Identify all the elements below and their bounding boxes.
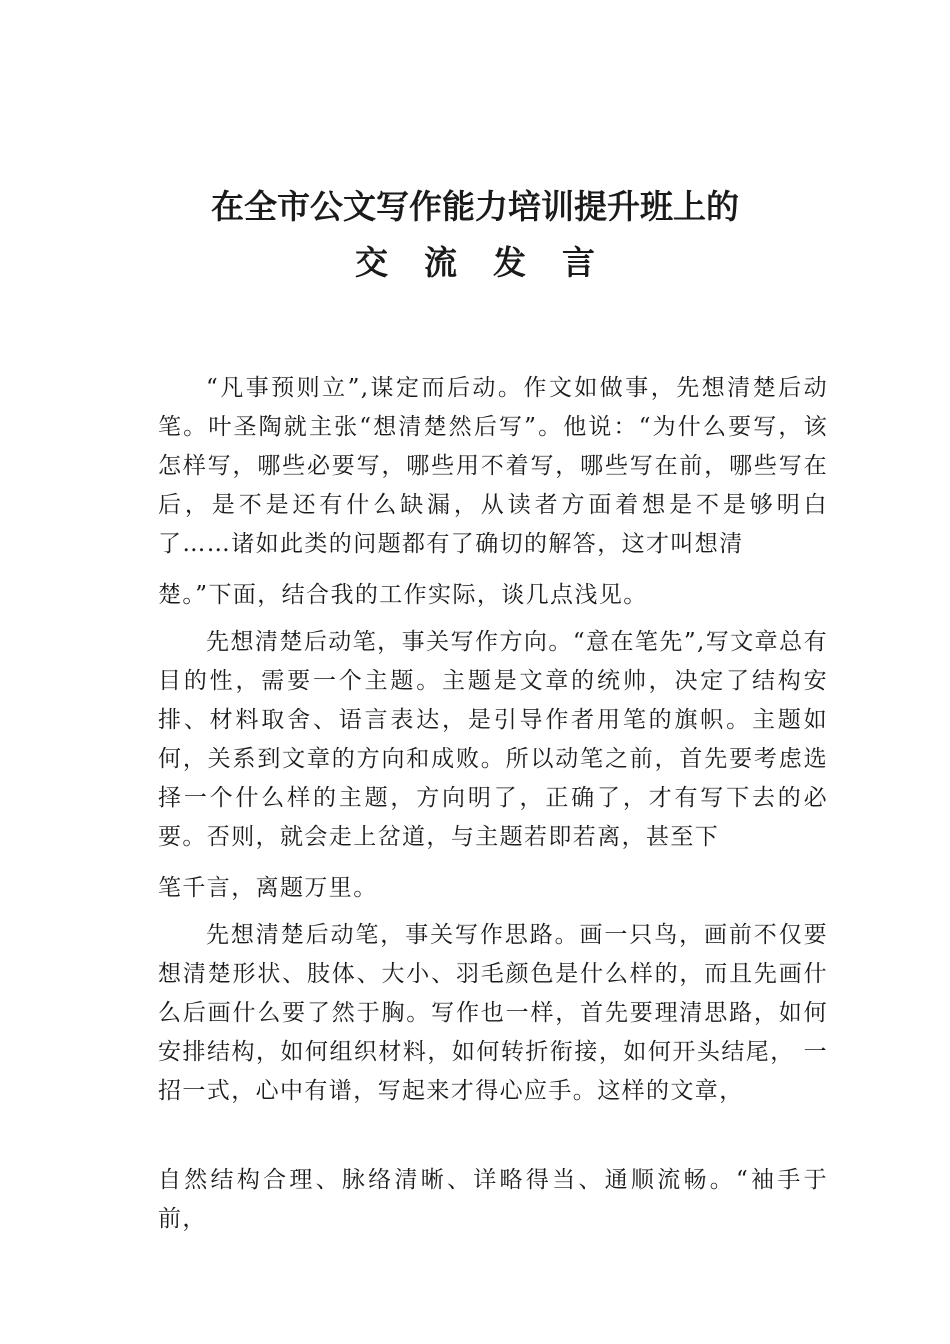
document-subtitle: 交流发言 <box>355 243 631 282</box>
paragraph-3-body: 先想清楚后动笔，事关写作思路。画一只鸟，画前不仅要想清楚形状、肢体、大小、羽毛颜色是什么样的，而且先画什么后画什么要了然于胸。写作也一样，首先要理清思路，如何安排结构，如何组织材料，如何转折衔接，如何开头结尾， 一招一式，心中有谱，写起来才得心应手。这样的文章， <box>158 922 828 1104</box>
paragraph-3 <box>158 916 828 1111</box>
paragraph-1-tail: 楚。”下面，结合我的工作实际，谈几点浅见。 <box>158 582 648 608</box>
paragraph-1 <box>158 369 828 615</box>
paragraph-4-body: 自然结构合理、脉络清晰、详略得当、通顺流畅。“袖手于前， <box>158 1167 828 1232</box>
paragraph-2-body: 先想清楚后动笔，事关写作方向。“意在笔先”,写文章总有目的性，需要一个主题。主题是文章的统帅，决定了结构安排、材料取舍、语言表达，是引导作者用笔的旗帜。主题如何，关系到文章的方向和成败。所以动笔之前，首先要考虑选择一个什么样的主题，方向明了，正确了，才有写下去的必要。否则，就会走上岔道，与主题若即若离，甚至下 <box>158 629 828 850</box>
document-title: 在全市公文写作能力培训提升班上的 <box>211 187 739 226</box>
paragraph-2-tail: 笔千言，离题万里。 <box>158 875 378 901</box>
paragraph-2 <box>158 623 828 908</box>
paragraph-1-body: “凡事预则立”,谋定而后动。作文如做事，先想清楚后动笔。叶圣陶就主张“想清楚然后写”。他说：“为什么要写，该怎样写，哪些必要写，哪些用不着写，哪些写在前，哪些写在后，是不是还有什么缺漏，从读者方面着想是不是够明白了……诸如此类的问题都有了确切的解答，这才叫想清 <box>158 375 828 557</box>
paragraph-4 <box>158 1161 828 1239</box>
